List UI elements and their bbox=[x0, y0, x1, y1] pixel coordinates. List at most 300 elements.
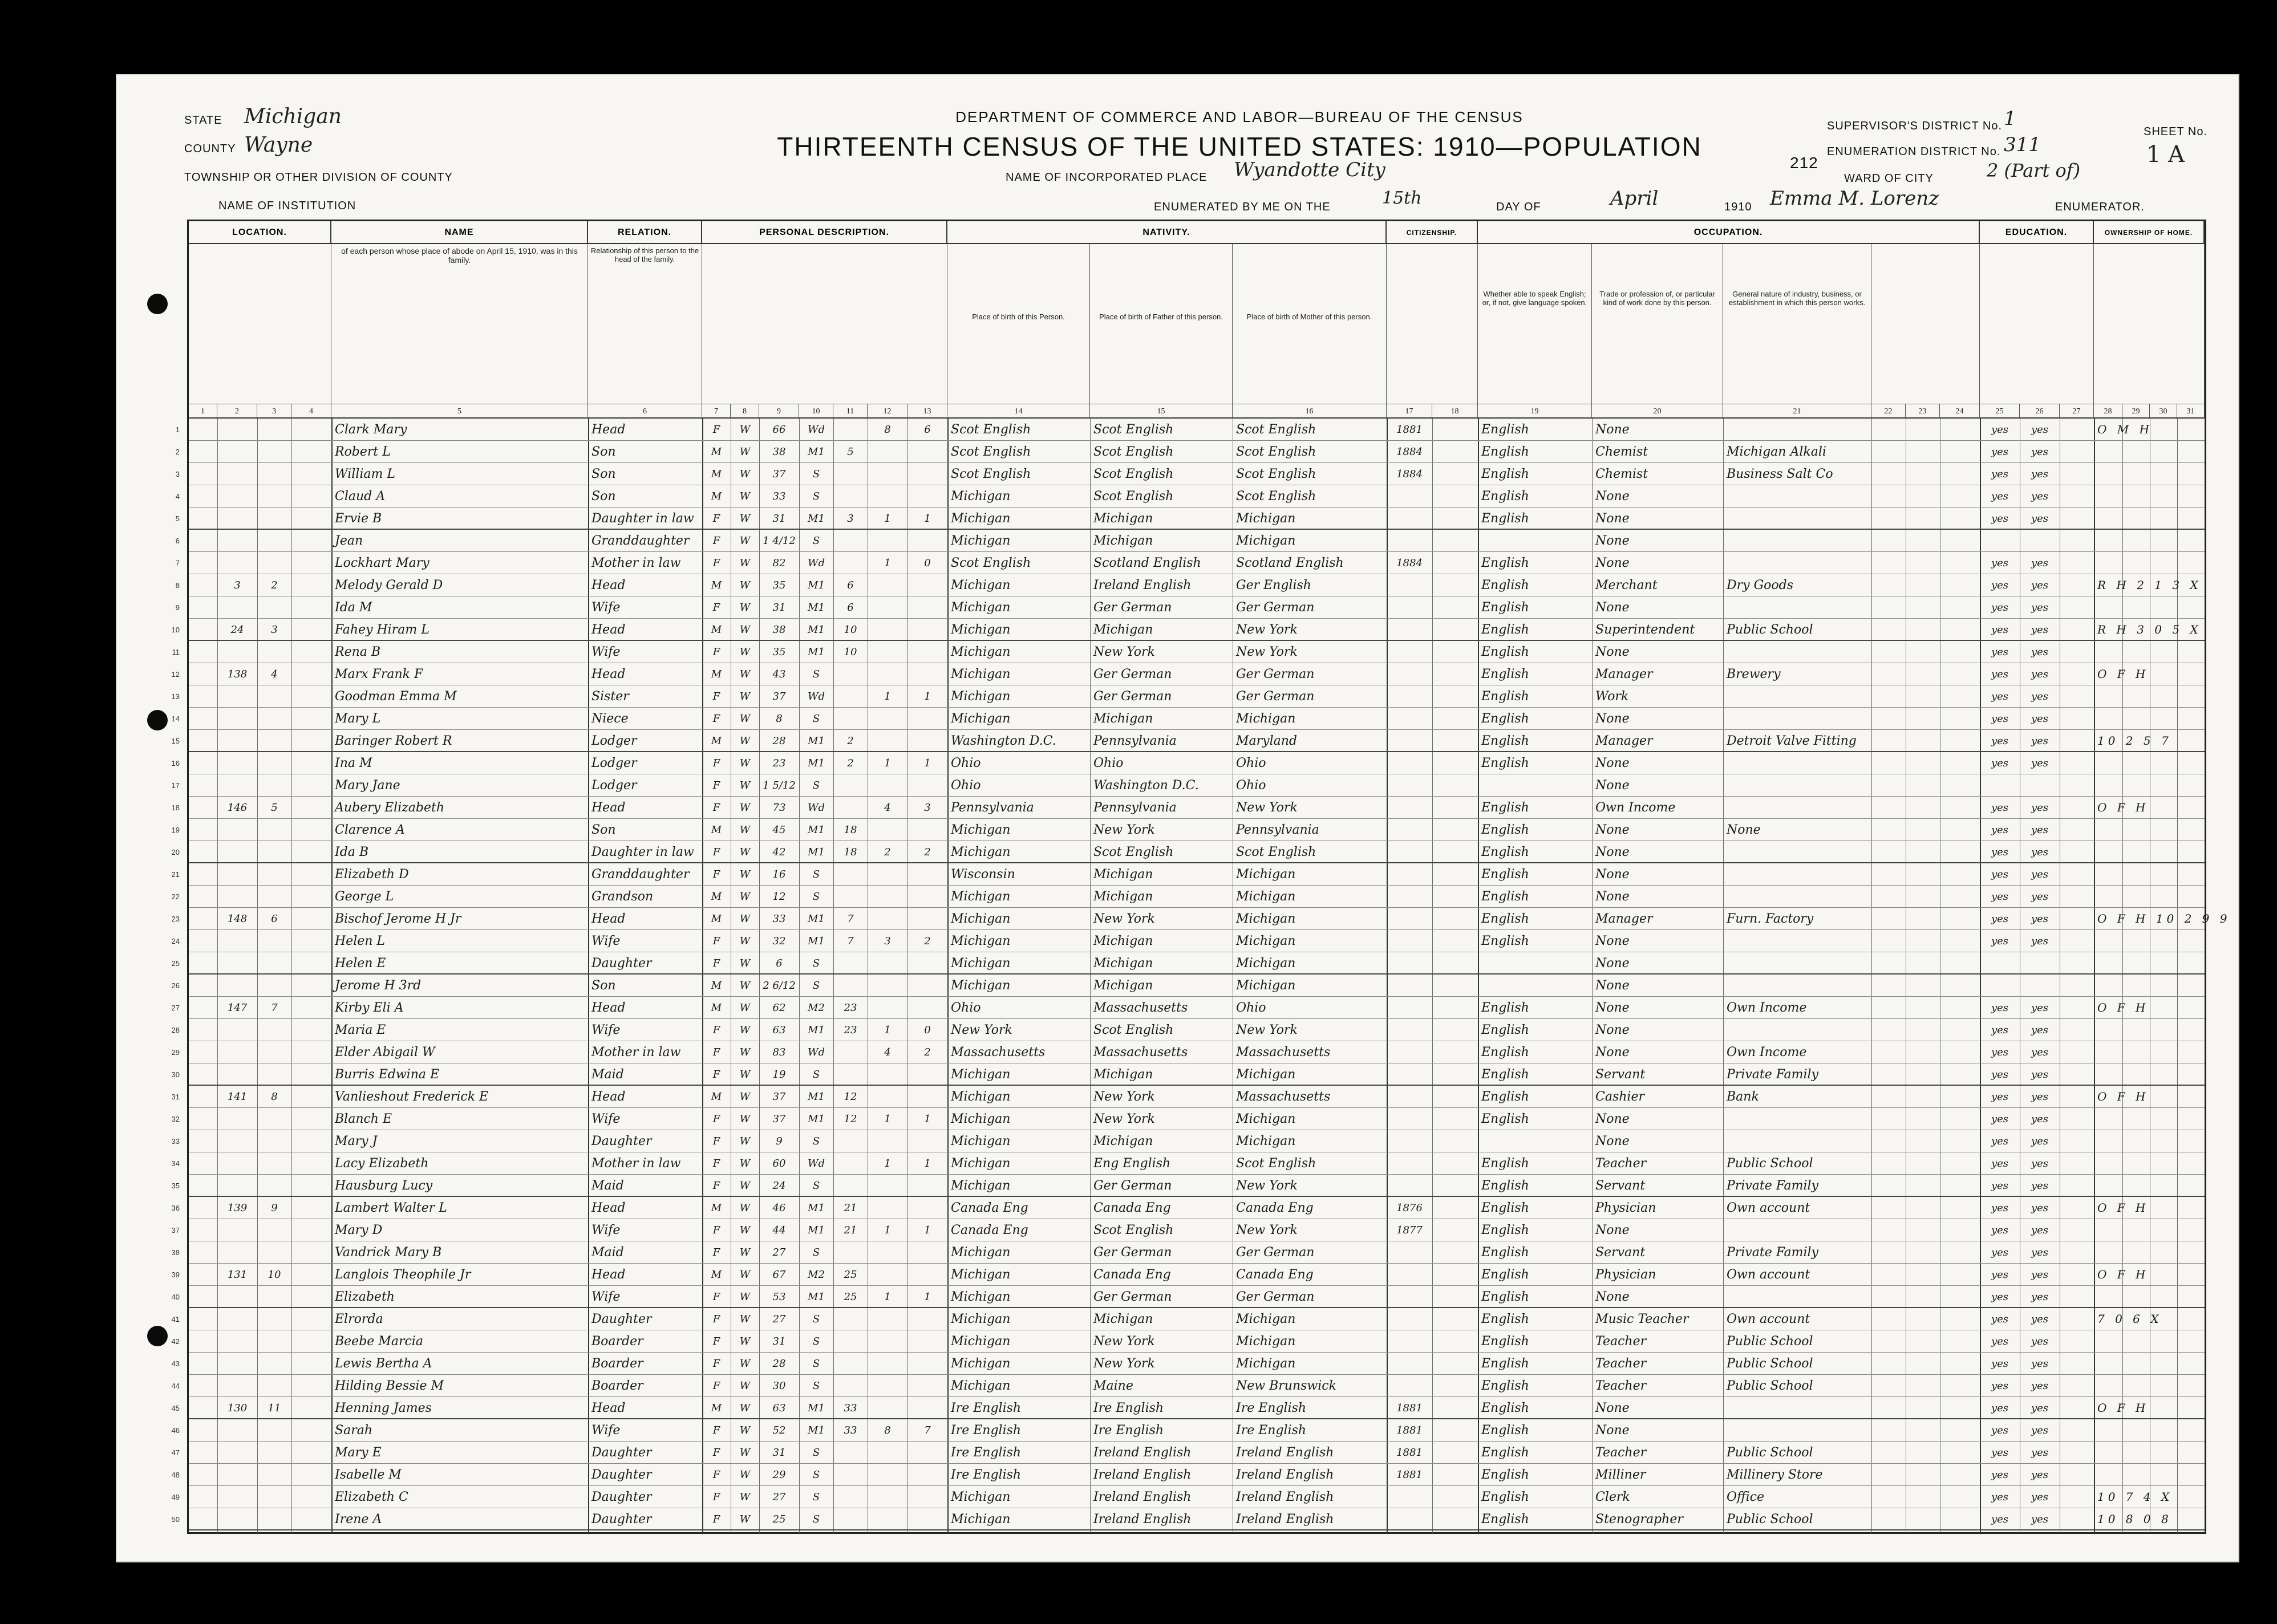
cell-sex: F bbox=[712, 1447, 720, 1459]
line-number: 24 bbox=[171, 937, 180, 945]
cell-b1: Ire English bbox=[951, 1401, 1022, 1415]
cell-name: Langlois Theophile Jr bbox=[335, 1268, 471, 1282]
cell-b1: Michigan bbox=[951, 890, 1011, 904]
ward-value: 2 (Part of) bbox=[1987, 160, 2081, 181]
line-number: 39 bbox=[171, 1270, 180, 1279]
cell-b3: Ireland English bbox=[1236, 1468, 1334, 1482]
table-row bbox=[171, 1041, 2205, 1063]
cell-age: 73 bbox=[772, 802, 786, 814]
cell-liv: 0 bbox=[924, 1024, 931, 1036]
cell-write: yes bbox=[2031, 468, 2049, 480]
cell-read: yes bbox=[1991, 1491, 2009, 1503]
cell-write: yes bbox=[2031, 802, 2049, 814]
cell-yrs: 5 bbox=[847, 446, 854, 458]
cell-ms: M1 bbox=[808, 757, 825, 769]
cell-liv: 3 bbox=[924, 802, 931, 814]
cell-race: W bbox=[739, 1447, 751, 1459]
cell-yrs: 33 bbox=[844, 1424, 857, 1436]
cell-b2: Ireland English bbox=[1093, 1490, 1192, 1504]
line-number: 5 bbox=[175, 514, 180, 523]
cell-yrs: 12 bbox=[844, 1091, 857, 1103]
cell-b3: New York bbox=[1236, 623, 1298, 637]
county-value: Wayne bbox=[244, 133, 313, 157]
cell-fam: 9 bbox=[271, 1202, 278, 1214]
table-row bbox=[171, 1308, 2205, 1330]
cell-b3: Michigan bbox=[1236, 1334, 1296, 1349]
cell-age: 32 bbox=[772, 935, 786, 947]
cell-ms: M1 bbox=[808, 913, 825, 925]
table-row bbox=[171, 663, 2205, 685]
cell-write: yes bbox=[2031, 1313, 2049, 1325]
cell-read: yes bbox=[1991, 1402, 2009, 1414]
cell-ms: Wd bbox=[807, 424, 825, 436]
cell-sex: F bbox=[712, 1358, 720, 1370]
column-number: 11 bbox=[833, 404, 868, 419]
cell-yrs: 2 bbox=[847, 757, 854, 769]
cell-trade: Merchant bbox=[1595, 578, 1658, 592]
cell-rel: Granddaughter bbox=[591, 534, 690, 548]
cell-trade: None bbox=[1595, 556, 1630, 570]
cell-ms: M1 bbox=[808, 579, 825, 591]
group-personal: PERSONAL DESCRIPTION. bbox=[702, 221, 947, 244]
cell-ms: S bbox=[812, 1180, 820, 1192]
table-row bbox=[171, 1175, 2205, 1197]
cell-ms: M1 bbox=[808, 1224, 825, 1236]
cell-ch: 3 bbox=[884, 935, 891, 947]
cell-b2: Ireland English bbox=[1093, 1446, 1192, 1460]
line-number: 7 bbox=[175, 559, 180, 567]
cell-imm: 1881 bbox=[1396, 1424, 1423, 1436]
cell-sex: F bbox=[712, 1046, 720, 1058]
cell-age: 2 6/12 bbox=[763, 980, 796, 992]
cell-name: Irene A bbox=[335, 1512, 382, 1526]
cell-ms: S bbox=[812, 468, 820, 480]
cell-ind: Private Family bbox=[1727, 1179, 1819, 1193]
cell-b3: Ireland English bbox=[1236, 1512, 1334, 1526]
cell-write: yes bbox=[2031, 1135, 2049, 1147]
cell-liv: 1 bbox=[924, 513, 931, 525]
cell-b2: Scot English bbox=[1093, 1023, 1174, 1037]
cell-lang: English bbox=[1481, 578, 1529, 592]
cell-b3: Michigan bbox=[1236, 956, 1296, 971]
table-row bbox=[175, 441, 2205, 463]
cell-lang: English bbox=[1481, 667, 1529, 681]
cell-own: O F H bbox=[2097, 667, 2149, 681]
cell-rel: Wife bbox=[591, 934, 621, 948]
cell-age: 27 bbox=[772, 1313, 786, 1325]
line-number: 31 bbox=[171, 1093, 180, 1101]
cell-read: yes bbox=[1991, 1335, 2009, 1347]
birth-father-header: Place of birth of Father of this person. bbox=[1090, 244, 1233, 404]
cell-rel: Wife bbox=[591, 1423, 621, 1438]
cell-age: 9 bbox=[776, 1135, 783, 1147]
cell-fam: 11 bbox=[268, 1402, 281, 1414]
cell-b1: Michigan bbox=[951, 1290, 1011, 1304]
cell-ms: M1 bbox=[808, 1202, 825, 1214]
cell-trade: Teacher bbox=[1595, 1357, 1647, 1371]
cell-race: W bbox=[739, 579, 751, 591]
cell-trade: Stenographer bbox=[1595, 1512, 1683, 1526]
cell-house: 131 bbox=[227, 1269, 248, 1281]
cell-race: W bbox=[739, 802, 751, 814]
cell-trade: None bbox=[1595, 1423, 1630, 1438]
cell-read: yes bbox=[1991, 1069, 2009, 1081]
cell-sex: F bbox=[712, 1313, 720, 1325]
cell-sex: M bbox=[711, 1091, 722, 1103]
line-number: 2 bbox=[175, 448, 180, 456]
table-row bbox=[171, 1486, 2205, 1508]
supervisor-label: SUPERVISOR'S DISTRICT No. bbox=[1827, 120, 2003, 132]
cell-own: O F H bbox=[2097, 1201, 2149, 1215]
cell-b1: Michigan bbox=[951, 489, 1011, 504]
cell-read: yes bbox=[1991, 1358, 2009, 1370]
cell-ms: S bbox=[812, 957, 820, 969]
table-row bbox=[171, 1219, 2205, 1241]
column-number: 29 bbox=[2122, 404, 2150, 419]
cell-lang: English bbox=[1481, 423, 1529, 437]
cell-rel: Lodger bbox=[591, 734, 637, 748]
cell-b2: Michigan bbox=[1093, 1134, 1153, 1148]
line-number: 48 bbox=[171, 1471, 180, 1479]
cell-read: yes bbox=[1991, 1447, 2009, 1459]
cell-name: Helen E bbox=[335, 956, 386, 971]
cell-ind: Own Income bbox=[1727, 1001, 1807, 1015]
cell-age: 27 bbox=[772, 1491, 786, 1503]
cell-b2: New York bbox=[1093, 1090, 1155, 1104]
cell-b3: Maryland bbox=[1236, 734, 1297, 748]
cell-house: 139 bbox=[227, 1202, 248, 1214]
cell-lang: English bbox=[1481, 1112, 1529, 1126]
cell-b2: Ger German bbox=[1093, 667, 1172, 681]
cell-own: 7 0 6 X bbox=[2097, 1312, 2162, 1326]
cell-race: W bbox=[739, 957, 751, 969]
cell-rel: Head bbox=[591, 623, 626, 637]
cell-rel: Wife bbox=[591, 600, 621, 615]
cell-ind: Private Family bbox=[1727, 1067, 1819, 1082]
line-number: 15 bbox=[171, 737, 180, 745]
line-number: 34 bbox=[171, 1159, 180, 1168]
enumerated-label: ENUMERATED BY ME ON THE bbox=[1154, 201, 1331, 213]
cell-trade: Manager bbox=[1595, 667, 1653, 681]
cell-rel: Head bbox=[591, 1201, 626, 1215]
cell-age: 35 bbox=[772, 579, 786, 591]
birth-mother-header: Place of birth of Mother of this person. bbox=[1233, 244, 1387, 404]
cell-own: 10 8 0 8 bbox=[2097, 1512, 2172, 1526]
cell-b1: Scot English bbox=[951, 445, 1031, 459]
cell-ms: S bbox=[812, 1469, 820, 1481]
cell-write: yes bbox=[2031, 1469, 2049, 1481]
cell-lang: English bbox=[1481, 467, 1529, 481]
cell-b3: New York bbox=[1236, 801, 1298, 815]
cell-liv: 2 bbox=[924, 846, 931, 858]
incorporated-place-label: NAME OF INCORPORATED PLACE bbox=[1006, 171, 1208, 184]
column-number: 28 bbox=[2094, 404, 2122, 419]
cell-sex: M bbox=[711, 1202, 722, 1214]
cell-lang: English bbox=[1481, 623, 1529, 637]
cell-b2: New York bbox=[1093, 1112, 1155, 1126]
cell-own: O F H bbox=[2097, 1401, 2149, 1415]
cell-name: Melody Gerald D bbox=[335, 578, 443, 592]
cell-b3: Ohio bbox=[1236, 1001, 1266, 1015]
cell-ch: 8 bbox=[884, 1424, 891, 1436]
cell-sex: F bbox=[712, 1135, 720, 1147]
cell-trade: Physician bbox=[1595, 1268, 1656, 1282]
table-row bbox=[171, 1197, 2205, 1219]
cell-ms: S bbox=[812, 891, 820, 903]
cell-rel: Head bbox=[591, 667, 626, 681]
line-number: 25 bbox=[171, 959, 180, 968]
cell-read: yes bbox=[1991, 913, 2009, 925]
cell-read: yes bbox=[1991, 1046, 2009, 1058]
cell-trade: None bbox=[1595, 979, 1630, 993]
cell-fam: 8 bbox=[271, 1091, 278, 1103]
cell-sex: F bbox=[712, 1247, 720, 1258]
enumeration-label: ENUMERATION DISTRICT No. bbox=[1827, 145, 2001, 158]
cell-lang: English bbox=[1481, 890, 1529, 904]
cell-liv: 6 bbox=[924, 424, 931, 436]
column-number: 27 bbox=[2060, 404, 2094, 419]
cell-age: 63 bbox=[772, 1402, 786, 1414]
cell-sex: M bbox=[711, 980, 722, 992]
cell-ms: Wd bbox=[807, 691, 825, 703]
line-number: 42 bbox=[171, 1337, 180, 1346]
table-row bbox=[171, 797, 2205, 819]
line-number: 8 bbox=[175, 581, 180, 590]
cell-trade: None bbox=[1595, 956, 1630, 971]
cell-b3: Michigan bbox=[1236, 979, 1296, 993]
cell-name: Mary J bbox=[335, 1134, 378, 1148]
cell-b1: Ire English bbox=[951, 1468, 1022, 1482]
cell-liv: 1 bbox=[924, 757, 931, 769]
cell-b3: New York bbox=[1236, 1023, 1298, 1037]
cell-own: 10 2 5 7 bbox=[2097, 734, 2172, 748]
cell-ms: M1 bbox=[808, 1091, 825, 1103]
cell-read: yes bbox=[1991, 1180, 2009, 1192]
cell-ind: Own Income bbox=[1727, 1045, 1807, 1059]
cell-write: yes bbox=[2031, 1402, 2049, 1414]
cell-trade: Music Teacher bbox=[1595, 1312, 1689, 1326]
column-number: 14 bbox=[947, 404, 1090, 419]
cell-imm: 1884 bbox=[1396, 446, 1423, 458]
cell-ind: Public School bbox=[1727, 1446, 1813, 1460]
cell-sex: F bbox=[712, 1158, 720, 1170]
cell-b3: New Brunswick bbox=[1236, 1379, 1336, 1393]
line-number: 4 bbox=[175, 492, 180, 501]
cell-race: W bbox=[739, 713, 751, 725]
cell-b2: Michigan bbox=[1093, 934, 1153, 948]
cell-ms: M1 bbox=[808, 1424, 825, 1436]
cell-write: yes bbox=[2031, 1069, 2049, 1081]
cell-race: W bbox=[739, 1424, 751, 1436]
cell-name: Lewis Bertha A bbox=[335, 1357, 432, 1371]
cell-b3: Canada Eng bbox=[1236, 1268, 1314, 1282]
line-number: 43 bbox=[171, 1359, 180, 1368]
cell-b1: Wisconsin bbox=[951, 867, 1015, 882]
cell-age: 27 bbox=[772, 1247, 786, 1258]
cell-trade: Milliner bbox=[1595, 1468, 1646, 1482]
cell-lang: English bbox=[1481, 1156, 1529, 1171]
cell-b1: Michigan bbox=[951, 534, 1011, 548]
cell-name: Hausburg Lucy bbox=[335, 1179, 433, 1193]
cell-liv: 1 bbox=[924, 1158, 931, 1170]
cell-b2: Scot English bbox=[1093, 423, 1174, 437]
cell-lang: English bbox=[1481, 1446, 1529, 1460]
cell-race: W bbox=[739, 424, 751, 436]
cell-rel: Head bbox=[591, 912, 626, 926]
cell-b2: Pennsylvania bbox=[1093, 734, 1177, 748]
cell-sex: F bbox=[712, 1424, 720, 1436]
table-row bbox=[171, 1019, 2205, 1041]
cell-name: Aubery Elizabeth bbox=[335, 801, 445, 815]
table-row bbox=[171, 908, 2231, 930]
cell-b1: Michigan bbox=[951, 1334, 1011, 1349]
cell-sex: F bbox=[712, 868, 720, 880]
cell-name: George L bbox=[335, 890, 394, 904]
cell-write: yes bbox=[2031, 1091, 2049, 1103]
cell-trade: Teacher bbox=[1595, 1334, 1647, 1349]
cell-lang: English bbox=[1481, 489, 1529, 504]
cell-b2: Scot English bbox=[1093, 845, 1174, 859]
cell-b1: Ohio bbox=[951, 756, 981, 770]
cell-lang: English bbox=[1481, 934, 1529, 948]
cell-name: Blanch E bbox=[335, 1112, 392, 1126]
cell-sex: M bbox=[711, 1002, 722, 1014]
cell-b2: Canada Eng bbox=[1093, 1268, 1171, 1282]
cell-lang: English bbox=[1481, 1401, 1529, 1415]
group-ownership: OWNERSHIP OF HOME. bbox=[2094, 221, 2205, 244]
cell-liv: 2 bbox=[924, 1046, 931, 1058]
cell-rel: Boarder bbox=[591, 1357, 643, 1371]
cell-read: yes bbox=[1991, 602, 2009, 614]
cell-sex: F bbox=[712, 513, 720, 525]
cell-yrs: 12 bbox=[844, 1113, 857, 1125]
cell-lang: English bbox=[1481, 1290, 1529, 1304]
cell-trade: None bbox=[1595, 511, 1630, 526]
cell-b2: Scot English bbox=[1093, 445, 1174, 459]
cell-ms: M2 bbox=[808, 1002, 825, 1014]
cell-name: Mary L bbox=[335, 712, 381, 726]
cell-name: Jean bbox=[335, 534, 363, 548]
table-row bbox=[172, 641, 2205, 663]
cell-race: W bbox=[739, 735, 751, 747]
cell-ind: Own account bbox=[1727, 1201, 1810, 1215]
cell-trade: Clerk bbox=[1595, 1490, 1630, 1504]
cell-imm: 1881 bbox=[1396, 1402, 1423, 1414]
cell-b3: Pennsylvania bbox=[1236, 823, 1319, 837]
cell-read: yes bbox=[1991, 691, 2009, 703]
cell-rel: Daughter bbox=[591, 1468, 652, 1482]
cell-race: W bbox=[739, 1402, 751, 1414]
name-column-header: of each person whose place of abode on April 15, 1910, was in this family. bbox=[331, 244, 588, 404]
cell-b3: Michigan bbox=[1236, 534, 1296, 548]
cell-house: 24 bbox=[230, 624, 244, 636]
cell-sex: F bbox=[712, 646, 720, 658]
cell-ms: M1 bbox=[808, 624, 825, 636]
cell-lang: English bbox=[1481, 1268, 1529, 1282]
cell-write: yes bbox=[2031, 1380, 2049, 1392]
cell-read: yes bbox=[1991, 1224, 2009, 1236]
cell-b3: Michigan bbox=[1236, 934, 1296, 948]
cell-age: 38 bbox=[772, 624, 786, 636]
cell-rel: Boarder bbox=[591, 1334, 643, 1349]
cell-ms: S bbox=[812, 1491, 820, 1503]
cell-imm: 1877 bbox=[1396, 1224, 1423, 1236]
month-value: April bbox=[1610, 187, 1659, 210]
cell-write: yes bbox=[2031, 557, 2049, 569]
cell-b2: Scot English bbox=[1093, 489, 1174, 504]
cell-name: Jerome H 3rd bbox=[335, 979, 422, 993]
cell-ch: 1 bbox=[884, 757, 891, 769]
group-education: EDUCATION. bbox=[1980, 221, 2094, 244]
cell-trade: None bbox=[1595, 534, 1630, 548]
cell-b2: New York bbox=[1093, 645, 1155, 659]
cell-trade: Chemist bbox=[1595, 445, 1648, 459]
cell-trade: None bbox=[1595, 756, 1630, 770]
table-row bbox=[171, 752, 2205, 774]
cell-race: W bbox=[739, 557, 751, 569]
cell-b3: Ger German bbox=[1236, 689, 1315, 704]
cell-age: 35 bbox=[772, 646, 786, 658]
cell-fam: 10 bbox=[268, 1269, 281, 1281]
cell-yrs: 3 bbox=[847, 513, 854, 525]
cell-name: William L bbox=[335, 467, 395, 481]
cell-imm: 1881 bbox=[1396, 424, 1423, 436]
cell-own: O F H bbox=[2097, 1090, 2149, 1103]
cell-ms: S bbox=[812, 1313, 820, 1325]
cell-b3: Ohio bbox=[1236, 756, 1266, 770]
cell-lang: English bbox=[1481, 1423, 1529, 1438]
cell-b3: Scot English bbox=[1236, 423, 1316, 437]
cell-b1: Michigan bbox=[951, 1379, 1011, 1393]
cell-b1: Michigan bbox=[951, 645, 1011, 659]
enumerator-label: ENUMERATOR. bbox=[2055, 201, 2145, 213]
cell-ind: Own account bbox=[1727, 1268, 1810, 1282]
day-label: DAY OF bbox=[1496, 201, 1541, 213]
line-number: 32 bbox=[171, 1115, 180, 1123]
cell-race: W bbox=[739, 1135, 751, 1147]
cell-b3: Scot English bbox=[1236, 467, 1316, 481]
cell-ind: None bbox=[1727, 823, 1761, 837]
cell-b1: Scot English bbox=[951, 423, 1031, 437]
cell-yrs: 7 bbox=[847, 913, 854, 925]
cell-lang: English bbox=[1481, 1312, 1529, 1326]
cell-race: W bbox=[739, 468, 751, 480]
cell-name: Lockhart Mary bbox=[335, 556, 430, 570]
cell-write: yes bbox=[2031, 1491, 2049, 1503]
line-number: 41 bbox=[171, 1315, 180, 1323]
line-number: 21 bbox=[171, 870, 180, 879]
cell-write: yes bbox=[2031, 1424, 2049, 1436]
cell-b3: Massachusetts bbox=[1236, 1090, 1331, 1104]
cell-b3: Scot English bbox=[1236, 845, 1316, 859]
cell-race: W bbox=[739, 779, 751, 791]
cell-ms: S bbox=[812, 1513, 820, 1525]
state-value: Michigan bbox=[244, 105, 342, 128]
cell-age: 31 bbox=[772, 602, 786, 614]
cell-ind: Public School bbox=[1727, 623, 1813, 637]
cell-age: 46 bbox=[772, 1202, 786, 1214]
cell-name: Marx Frank F bbox=[335, 667, 423, 681]
cell-b3: Michigan bbox=[1236, 890, 1296, 904]
cell-ch: 1 bbox=[884, 1158, 891, 1170]
cell-age: 1 5/12 bbox=[763, 779, 796, 791]
table-row bbox=[171, 1241, 2205, 1264]
cell-ms: M1 bbox=[808, 824, 825, 836]
cell-write: yes bbox=[2031, 513, 2049, 525]
cell-trade: None bbox=[1595, 1045, 1630, 1059]
cell-b3: Michigan bbox=[1236, 712, 1296, 726]
small-columns-header bbox=[189, 244, 331, 404]
